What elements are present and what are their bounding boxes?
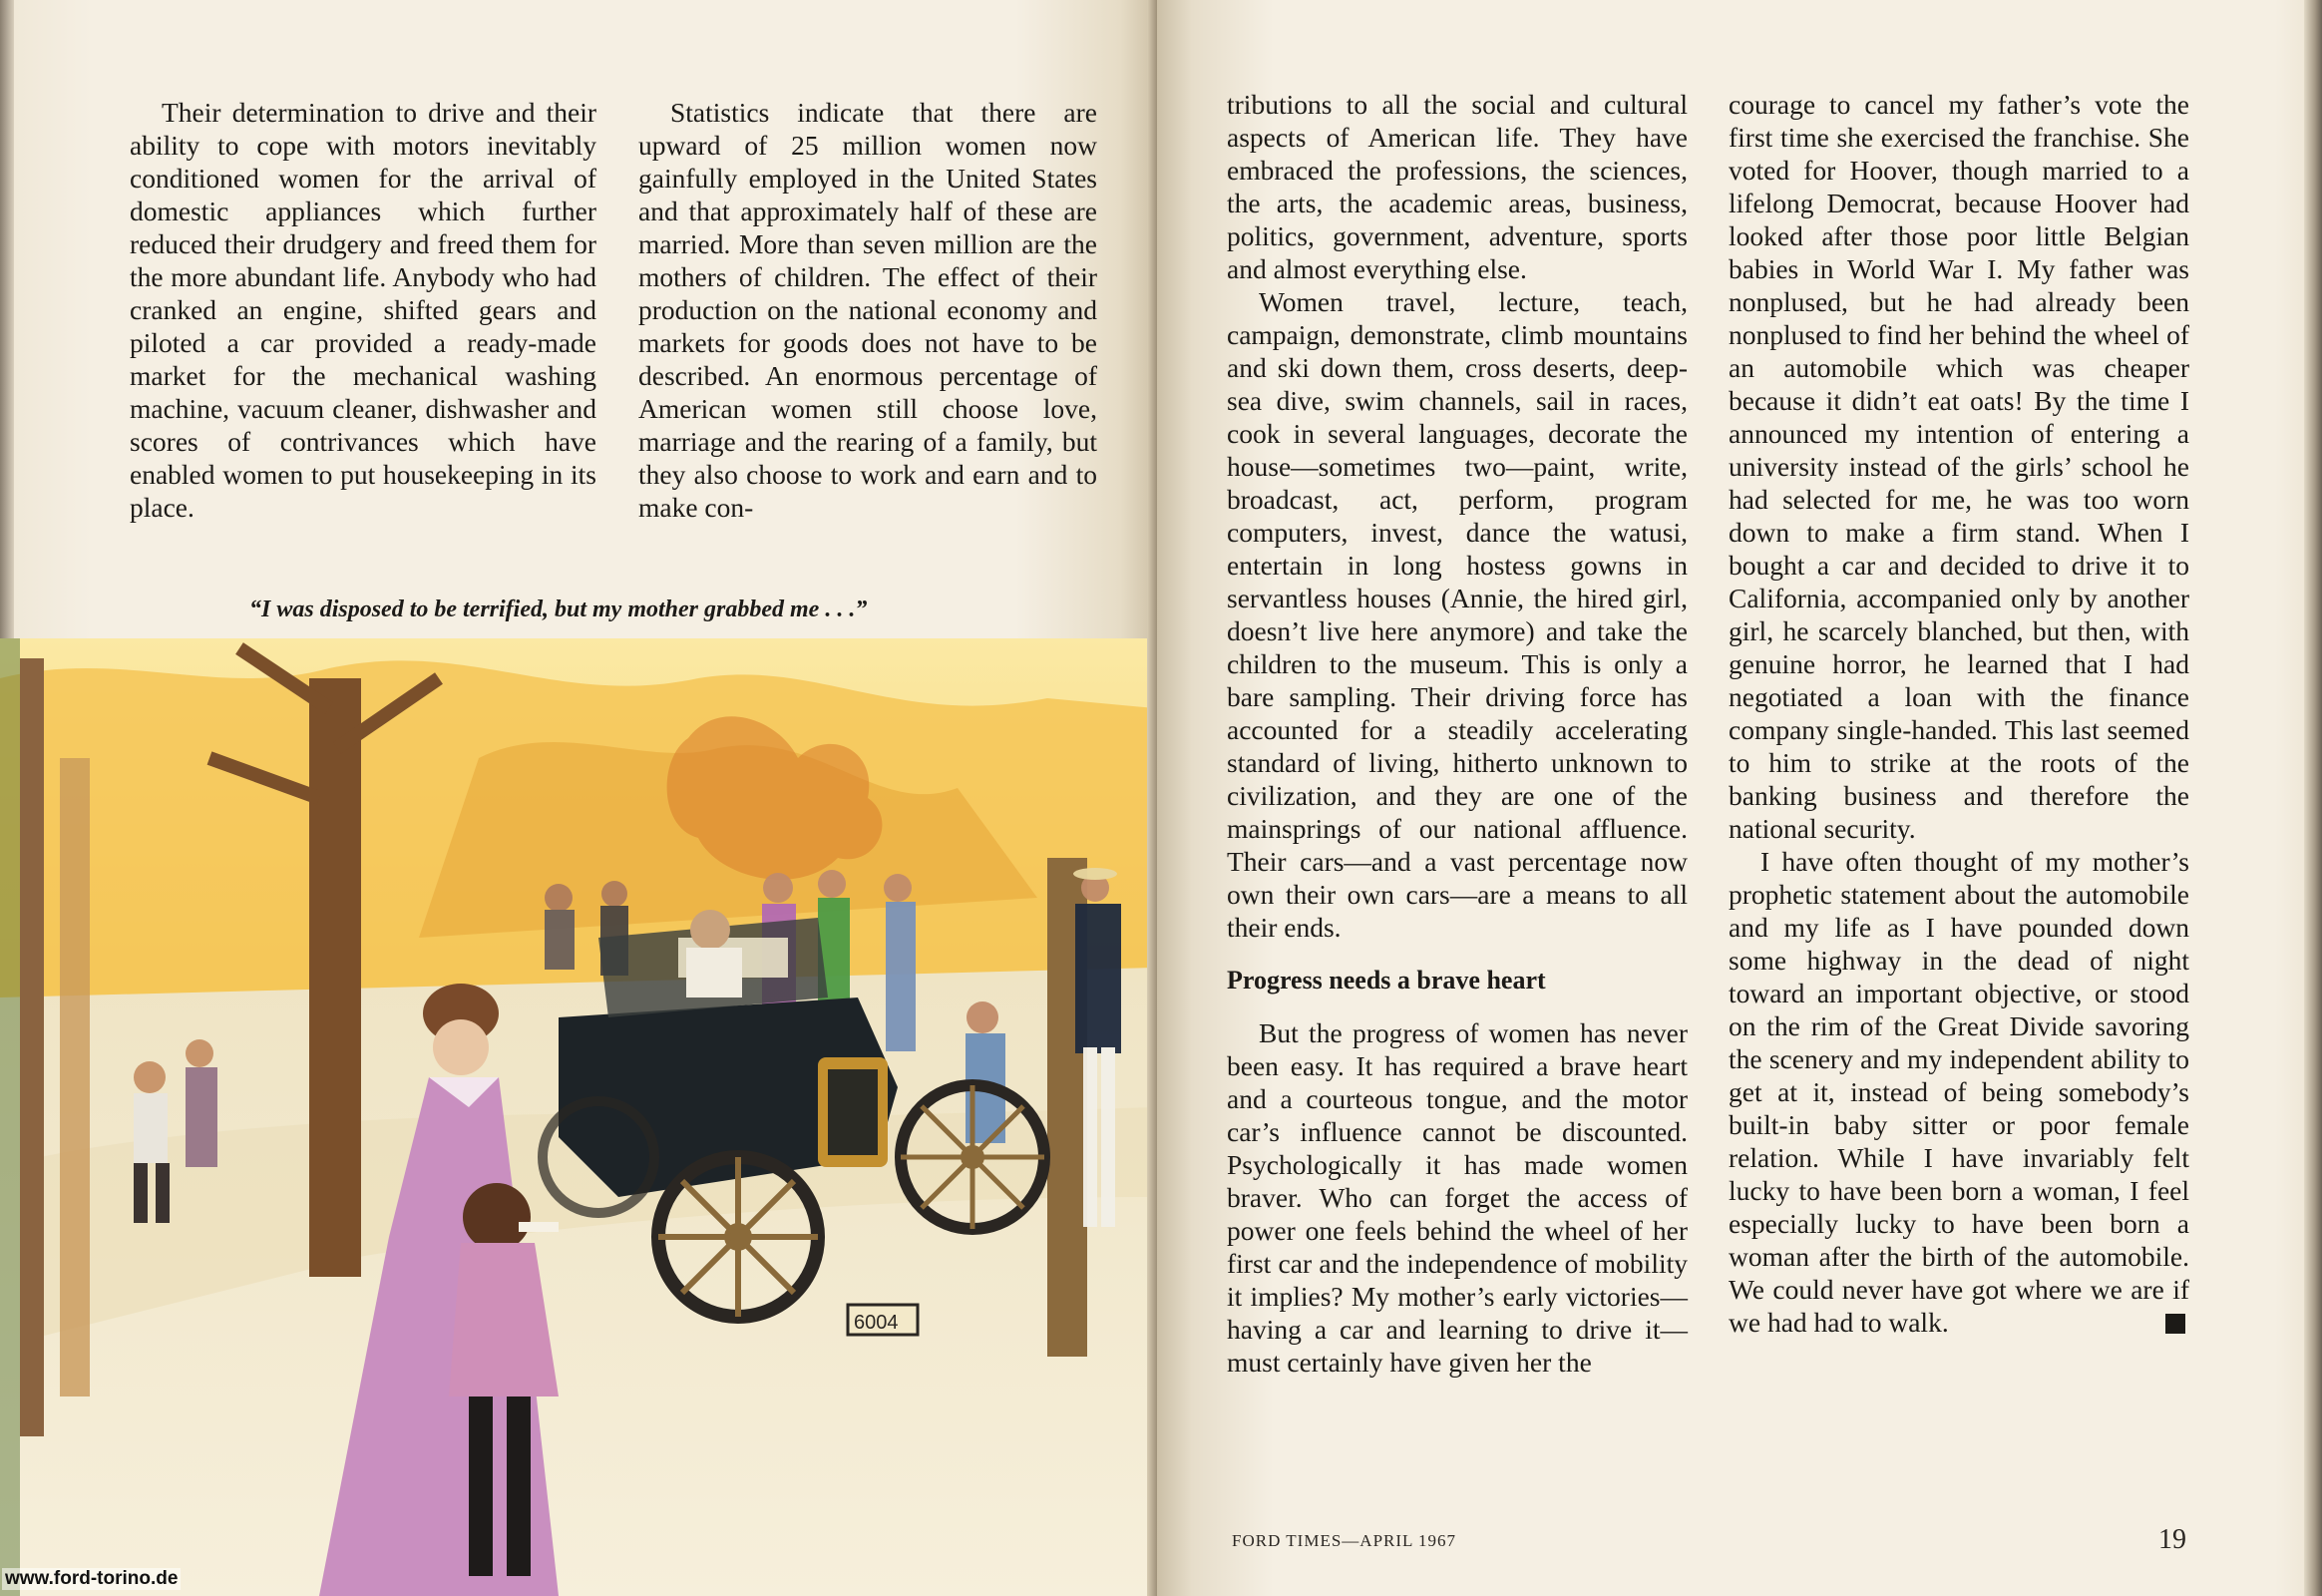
section-heading: Progress needs a brave heart bbox=[1227, 966, 1546, 995]
watermark-link[interactable]: www.ford-torino.de bbox=[2, 1568, 181, 1590]
paragraph-prophetic bbox=[1729, 845, 2189, 1339]
left-column-1 bbox=[130, 96, 596, 524]
paragraph-appliances: Their determination to drive and their ability to cope with motors inevitably conditioned women for the arrival of domestic appliances which further reduced their drudgery and freed them for the more abundant life. Anybody who had cranked an engine, shifted gears and piloted a car provided a ready-made market for the mechanical washing machine, vacuum cleaner, dishwasher and scores of contrivances which have enabled women to put housekeeping in its place. bbox=[130, 97, 596, 523]
left-column-2 bbox=[638, 96, 1097, 524]
right-column-1 bbox=[1227, 88, 1688, 1379]
end-mark-icon bbox=[2165, 1314, 2185, 1334]
license-plate: 6004 bbox=[854, 1312, 899, 1334]
paragraph-women-travel: Women travel, lecture, teach, campaign, demonstrate, climb mountains and ski down them, cross deserts, deep-sea dive, swim channels, sail in races, cook in several languages, decorate the house—sometimes two—paint, write, broadcast, act, perform, program computers, invest, dance the watusi, entertain in long hostess gowns in servantless houses (Annie, the hired girl, doesn’t live here anymore) and take the children to the museum. This is only a bare sampling. Their driving force has accounted for a steadily accelerating standard of living, hitherto unknown to civilization, and they are one of the mainsprings of our national affluence. Their cars—and a vast percentage now own their own cars—are a means to all their ends. bbox=[1227, 286, 1688, 943]
paragraph-progress: But the progress of women has never been easy. It has required a brave heart and a courteous tongue, and the motor car’s influence cannot be discounted. Psychologically it has made women braver. Who can forget the access of power one feels behind the wheel of her first car and the independence of mobility it implies? My mother’s early victories—having a car and learning to drive it—must certainly have given her the bbox=[1227, 1017, 1688, 1378]
page-number: 19 bbox=[2158, 1524, 2186, 1555]
paragraph-contributions: tributions to all the social and cultural aspects of American life. They have embraced the professions, the sciences, the arts, the academic areas, business, politics, government, adventure, sports and almost everything else. bbox=[1227, 89, 1688, 284]
paragraph-courage: courage to cancel my father’s vote the first time she exercised the franchise. She voted for Hoover, though married to a lifelong Democrat, because Hoover had looked after those poor little Belgian babies in World War I. My father was nonplused, but he had already been nonplused to find her behind the wheel of an automobile which was cheaper because it didn’t eat oats! By the time I announced my intention of entering a university instead of the girls’ school he had selected for me, he was too worn down to make a firm stand. When I bought a car and decided to drive it to California, accompanied only by another girl, he scarcely blanched, but then, with genuine horror, he learned that I had negotiated a loan with the finance company single-handed. This last seemed to him to strike at the roots of the banking business and therefore the national security. bbox=[1729, 89, 2189, 844]
page-footer: FORD TIMES—APRIL 1967 bbox=[1232, 1531, 1457, 1550]
paragraph-statistics: Statistics indicate that there are upward of 25 million women now gainfully employed in the United States and that approximately half of these are married. More than seven million are the mothers of children. The effect of their production on the national economy and markets for goods does not have to be described. An enormous percentage of American women still choose love, marriage and the rearing of a family, but they also choose to work and earn and to make con- bbox=[638, 97, 1097, 523]
page-edge-right bbox=[2304, 0, 2322, 1596]
vintage-car-illustration bbox=[0, 638, 1155, 1596]
left-page bbox=[0, 0, 1155, 1596]
right-column-2 bbox=[1729, 88, 2189, 1339]
illustration-caption: “I was disposed to be terrified, but my mother grabbed me . . .” bbox=[249, 597, 868, 622]
paragraph-prophetic-text: I have often thought of my mother’s prophetic statement about the automobile and my life as I have pounded down some highway in the dead of night toward an important objective, or stood on the rim of the Great Divide savoring the scenery and my independent ability to get at it, instead of being somebody’s built-in baby sitter or poor female relation. While I have invariably felt lucky to have been born a woman, I feel especially lucky to have been born a woman after the birth of the automobile. We could never have got where we are if we had had to walk. bbox=[1729, 846, 2189, 1338]
right-page bbox=[1157, 0, 2322, 1596]
